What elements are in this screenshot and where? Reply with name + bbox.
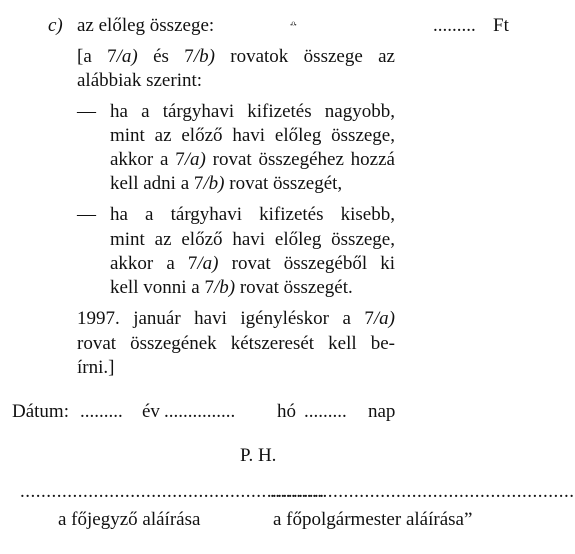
bullet1-line-4: kell adni a 7/b) rovat összegét, bbox=[110, 173, 343, 194]
amount-dots: ......... bbox=[433, 15, 476, 36]
bullet1-line-2: mint az előző havi előleg összege, bbox=[110, 125, 395, 146]
bullet1-line-3: akkor a 7/a) rovat összegéhez hozzá bbox=[110, 149, 395, 170]
bullet2-line-1: ha a tárgyhavi kifizetés kisebb, bbox=[110, 204, 395, 225]
amount-unit: Ft bbox=[493, 15, 509, 36]
right-signature-label: a főpolgármester aláírása” bbox=[273, 509, 473, 530]
stray-mark: ·ͦ· bbox=[289, 17, 298, 32]
bracket-line-2: alábbiak szerint: bbox=[77, 70, 203, 91]
date-label: Dátum: bbox=[12, 401, 69, 422]
closing-line-2: rovat összegének kétszeresét kell be- bbox=[77, 333, 395, 354]
item-c-text: az előleg összege: bbox=[77, 15, 215, 36]
bracket-line-1: [a 7/a) és 7/b) rovatok összege az bbox=[77, 46, 395, 67]
item-c-label: c) bbox=[48, 15, 63, 36]
closing-line-3: írni.] bbox=[77, 357, 115, 378]
right-signature-line: .......................................................... bbox=[270, 481, 575, 502]
date-month-label: hó bbox=[277, 401, 296, 422]
bullet2-line-3: akkor a 7/a) rovat összegéből ki bbox=[110, 253, 395, 274]
date-day-label: nap bbox=[368, 401, 396, 422]
bullet2-line-2: mint az előző havi előleg összege, bbox=[110, 229, 395, 250]
stamp-placeholder: P. H. bbox=[240, 445, 277, 466]
date-day-dots: ......... bbox=[304, 401, 347, 422]
date-month-dots: ............... bbox=[164, 401, 236, 422]
date-year-label: év bbox=[142, 401, 160, 422]
left-signature-label: a főjegyző aláírása bbox=[58, 509, 201, 530]
date-year-dots: ......... bbox=[80, 401, 123, 422]
bullet1-line-1: ha a tárgyhavi kifizetés nagyobb, bbox=[110, 101, 395, 122]
bullet-dash-2: — bbox=[77, 204, 96, 225]
left-signature-line: .......................................................... bbox=[20, 481, 325, 502]
bullet2-line-4: kell vonni a 7/b) rovat összegét. bbox=[110, 277, 353, 298]
closing-line-1: 1997. január havi igényléskor a 7/a) bbox=[77, 308, 395, 329]
bullet-dash-1: — bbox=[77, 101, 96, 122]
